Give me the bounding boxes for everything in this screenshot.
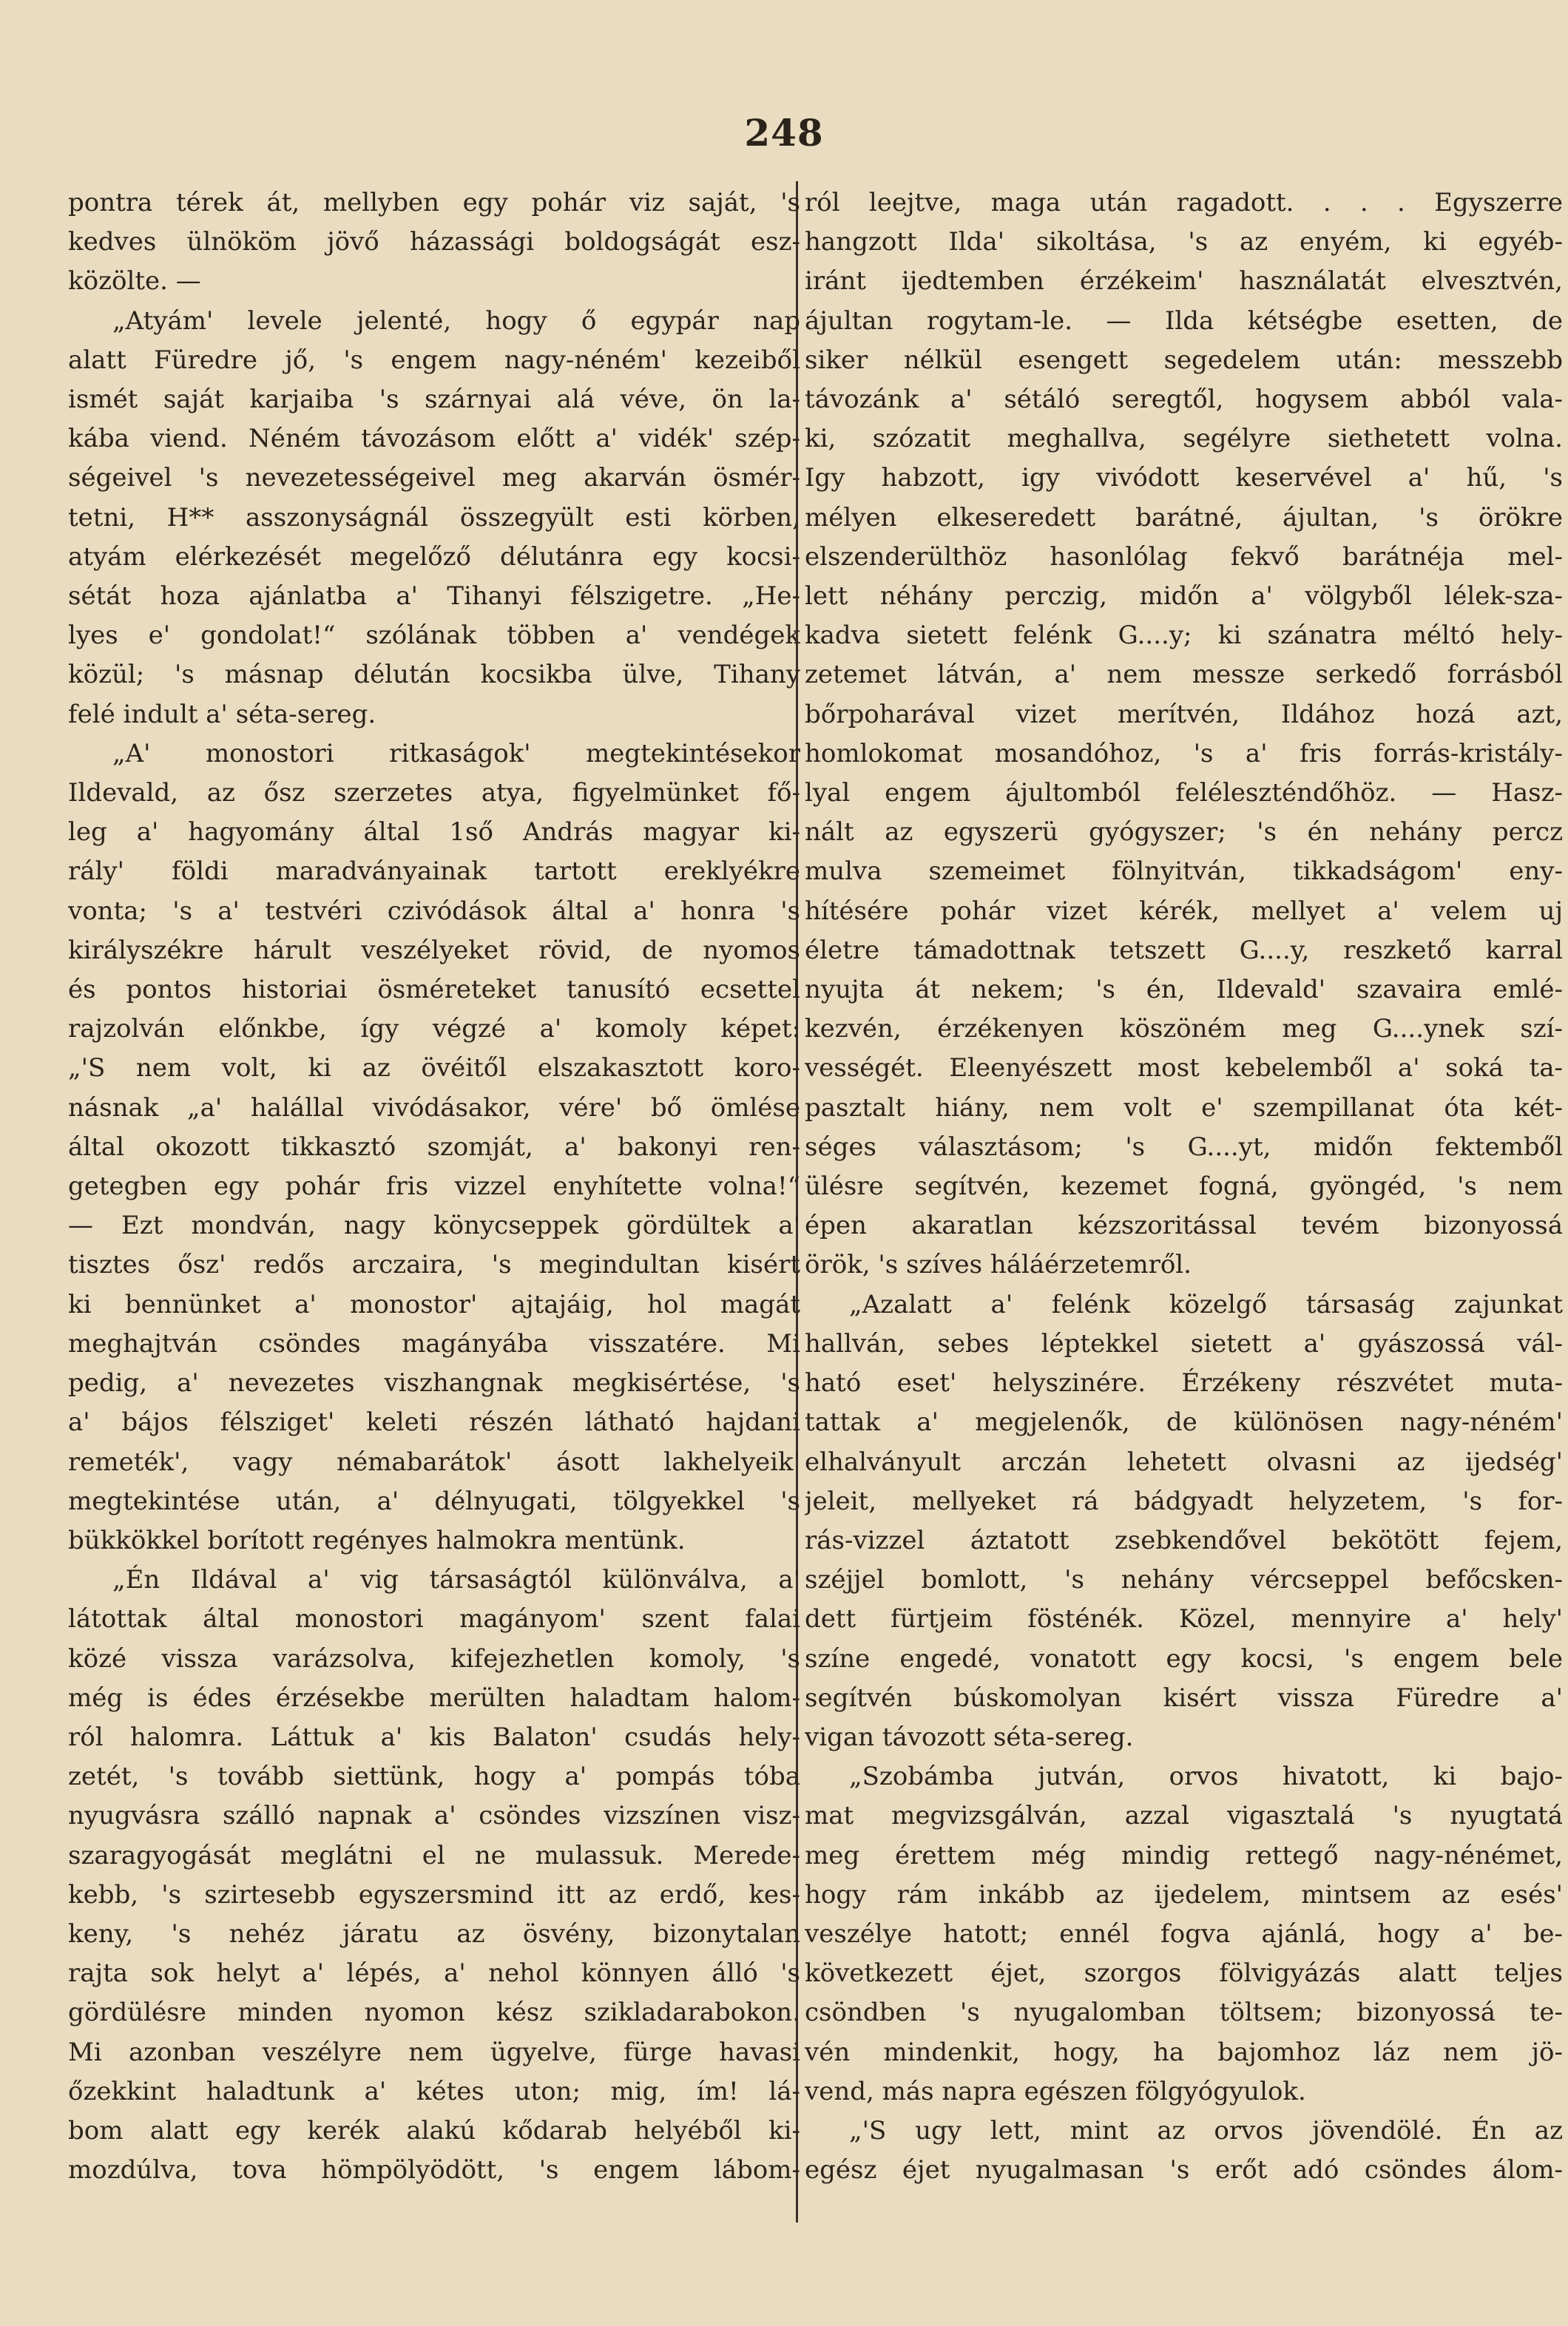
text-line: ról halomra. Láttuk a' kis Balaton' csudás hely- [68,1722,800,1752]
text-line: vigan távozott séta-sereg. [805,1722,1134,1752]
text-line: tisztes ősz' redős arczaira, 's megindultan kisért [68,1250,800,1280]
text-line: ki, szózatit meghallva, segélyre siethetett volna. [805,424,1563,454]
text-line: rály' földi maradványainak tartott ereklyékre [68,856,800,887]
text-line: megtekintése után, a' délnyugati, tölgyekkel 's [68,1486,800,1516]
text-line: széjjel bomlott, 's nehány vércseppel befőcsken- [805,1565,1563,1595]
text-line: pontra térek át, mellyben egy pohár viz saját, 's [68,188,800,217]
text-line: bom alatt egy kerék alakú kődarab helyéből ki- [68,2115,800,2146]
page-number: 248 [744,111,824,155]
text-line: Mi azonban veszélyre nem ügyelve, fürge havasi [68,2037,800,2067]
text-line: — Ezt mondván, nagy könycseppek gördültek a' [68,1211,800,1241]
text-line: rajta sok helyt a' lépés, a' nehol könnyen álló 's [68,1958,800,1989]
right-column [805,183,1563,2190]
text-line: „Azalatt a' felénk közelgő társaság zajunkat [849,1289,1563,1319]
text-line: által okozott tikkasztó szomját, a' bakonyi ren- [68,1132,800,1162]
text-line: következett éjet, szorgos fölvigyázás alatt teljes [805,1958,1563,1989]
text-line: meg érettem még mindig rettegő nagy-nénémet, [805,1840,1563,1870]
text-line: lyal engem ájultomból feléleszténdőhöz. — Hasz- [805,778,1563,808]
text-line: homlokomat mosandóhoz, 's a' fris forrás-kristály- [805,738,1563,768]
text-line: szaragyogását meglátni el ne mulassuk. Merede- [68,1840,800,1870]
text-line: vességét. Eleenyészett most kebelemből a' soká ta- [805,1053,1563,1083]
text-line: hangzott Ilda' sikoltása, 's az enyém, ki egyéb- [805,227,1563,257]
text-line: séges választásom; 's G....yt, midőn fektemből [805,1132,1563,1162]
left-column [68,183,800,2190]
text-line: hítésére pohár vizet kérék, mellyet a' velem uj [805,896,1563,926]
text-line: bőrpoharával vizet merítvén, Ildához hozá azt, [805,699,1563,729]
text-line: pasztalt hiány, nem volt e' szempillanat óta két- [805,1092,1563,1123]
text-line: örök, 's szíves háláérzetemről. [805,1250,1192,1280]
text-line: nyugvásra szálló napnak a' csöndes vizszínen visz- [68,1801,800,1831]
text-line: veszélye hatott; ennél fogva ajánlá, hogy a' be- [805,1918,1563,1949]
text-line: távozánk a' sétáló seregtől, hogysem abból vala- [805,385,1563,415]
text-line: atyám elérkezését megelőző délutánra egy kocsi- [68,541,800,572]
text-line: közé vissza varázsolva, kifejezhetlen komoly, 's [68,1643,800,1674]
text-line: zetét, 's tovább siettünk, hogy a' pompás tóba [68,1762,800,1792]
text-line: siker nélkül esengett segedelem után: messzebb [805,345,1563,375]
text-line: mozdúlva, tova hömpölyödött, 's engem lábom- [68,2155,800,2185]
text-line: mélyen elkeseredett barátné, ájultan, 's örökre [805,502,1563,533]
text-line: csöndben 's nyugalomban töltsem; bizonyossá te- [805,1998,1563,2028]
text-line: zetemet látván, a' nem messze serkedő forrásból [805,660,1563,690]
text-line: mulva szemeimet fölnyitván, tikkadságom' eny- [805,856,1563,887]
text-line: násnak „a' halállal vivódásakor, vére' bő ömlése [68,1092,800,1123]
text-line: ájultan rogytam-le. — Ilda kétségbe esetten, de [805,305,1563,336]
text-line: vonta; 's a' testvéri czivódások által a' honra 's [68,896,800,926]
text-line: elhalványult arczán lehetett olvasni az ijedség' [805,1447,1563,1477]
text-line: dett fürtjeim fösténék. Közel, mennyire a' hely' [805,1604,1563,1634]
text-line: iránt ijedtemben érzékeim' használatát elvesztvén, [805,266,1563,297]
text-line: vén mindenkit, hogy, ha bajomhoz láz nem jö- [805,2037,1563,2067]
text-line: segítvén búskomolyan kisért vissza Füredre a' [805,1683,1563,1713]
text-line: közül; 's másnap délután kocsikba ülve, Tihany [68,660,800,690]
text-line: egész éjet nyugalmasan 's erőt adó csöndes álom- [805,2155,1563,2185]
text-line: hallván, sebes léptekkel sietett a' gyászossá vál- [805,1328,1563,1359]
text-line: látottak által monostori magányom' szent falai [68,1604,800,1634]
text-line: kadva sietett felénk G....y; ki szánatra méltó hely- [805,621,1563,651]
text-line: ségeivel 's nevezetességeivel meg akarván ösmér- [68,463,800,493]
text-line: mat megvizsgálván, azzal vigasztalá 's nyugtatá [805,1801,1563,1831]
text-line: „Én Ildával a' vig társaságtól különválva, a' [112,1565,800,1595]
text-line: „Szobámba jutván, orvos hivatott, ki bajo- [849,1762,1563,1792]
text-line: ki bennünket a' monostor' ajtajáig, hol magát [68,1289,800,1319]
text-line: ismét saját karjaiba 's szárnyai alá véve, ön la- [68,385,800,415]
text-line: getegben egy pohár fris vizzel enyhítette volna!“ [68,1172,800,1202]
text-line: és pontos historiai ösméreteket tanusító ecsettel [68,975,800,1005]
text-line: életre támadottnak tetszett G....y, reszkető karral [805,935,1563,965]
text-line: jeleit, mellyeket rá bádgyadt helyzetem, 's for- [805,1486,1563,1516]
text-line: „'S nem volt, ki az övéitől elszakasztott koro- [68,1053,800,1083]
text-line: épen akaratlan kézszoritással tevém bizonyossá [805,1211,1563,1241]
text-line: Ildevald, az ősz szerzetes atya, figyelmünket fő- [68,778,800,808]
text-line: lett néhány perczig, midőn a' völgyből lélek-sza- [805,581,1563,612]
text-line: rás-vizzel áztatott zsebkendővel bekötött fejem, [805,1525,1563,1555]
text-line: ról leejtve, maga után ragadott. . . . Egyszerre [805,188,1563,217]
text-line: leg a' hagyomány által 1ső András magyar ki- [68,817,800,848]
text-line: gördülésre minden nyomon kész szikladarabokon. [68,1998,800,2028]
text-line: felé indult a' séta-sereg. [68,699,376,729]
text-line: „Atyám' levele jelenté, hogy ő egypár nap [112,305,800,336]
text-line: tetni, H** asszonyságnál összegyült esti körben, [68,502,800,533]
text-line: nyujta át nekem; 's én, Ildevald' szavaira emlé- [805,975,1563,1005]
text-line: ülésre segítvén, kezemet fogná, gyöngéd, 's nem [805,1172,1563,1202]
text-line: tattak a' megjelenők, de különösen nagy-néném' [805,1407,1563,1438]
text-line: pedig, a' nevezetes viszhangnak megkisértése, 's [68,1368,800,1399]
text-line: „A' monostori ritkaságok' megtekintésekor [112,738,800,768]
text-line: nált az egyszerü gyógyszer; 's én nehány percz [805,817,1563,848]
text-line: elszenderülthöz hasonlólag fekvő barátnéja mel- [805,541,1563,572]
text-line: királyszékre hárult veszélyeket rövid, de nyomos [68,935,800,965]
text-line: rajzolván előnkbe, így végzé a' komoly képet: [68,1014,800,1044]
text-line: vend, más napra egészen fölgyógyulok. [805,2076,1306,2106]
text-line: még is édes érzésekbe merülten haladtam halom- [68,1683,800,1713]
text-line: kebb, 's szirtesebb egyszersmind itt az erdő, kes- [68,1879,800,1910]
text-line: bükkökkel borított regényes halmokra mentünk. [68,1525,686,1555]
text-line: közölte. — [68,266,201,297]
text-line: meghajtván csöndes magányába visszatére. Mi [68,1328,800,1359]
text-line: kedves ülnököm jövő házassági boldogságát esz- [68,227,800,257]
text-line: kezvén, érzékenyen köszöném meg G....ynek szí- [805,1014,1563,1044]
text-line: őzekkint haladtunk a' kétes uton; mig, ím! lá- [68,2076,800,2106]
text-line: remeték', vagy némabarátok' ásott lakhelyeik' [68,1447,800,1477]
text-line: hogy rám inkább az ijedelem, mintsem az esés' [805,1879,1563,1910]
text-line: ható eset' helyszinére. Érzékeny részvétet muta- [805,1368,1563,1399]
text-line: lyes e' gondolat!“ szólának többen a' vendégek [68,621,800,651]
text-line: színe engedé, vonatott egy kocsi, 's engem bele [805,1643,1563,1674]
text-line: Igy habzott, igy vivódott keservével a' hű, 's [805,463,1563,493]
text-line: sétát hoza ajánlatba a' Tihanyi félszigetre. „He- [68,581,800,612]
text-line: „'S ugy lett, mint az orvos jövendölé. Én az [849,2115,1563,2146]
text-line: a' bájos félsziget' keleti részén látható hajdani [68,1407,800,1438]
text-line: keny, 's nehéz járatu az ösvény, bizonytalan [68,1918,800,1949]
text-line: alatt Füredre jő, 's engem nagy-néném' kezeiből [68,345,800,375]
text-line: kába viend. Néném távozásom előtt a' vidék' szép- [68,424,800,454]
